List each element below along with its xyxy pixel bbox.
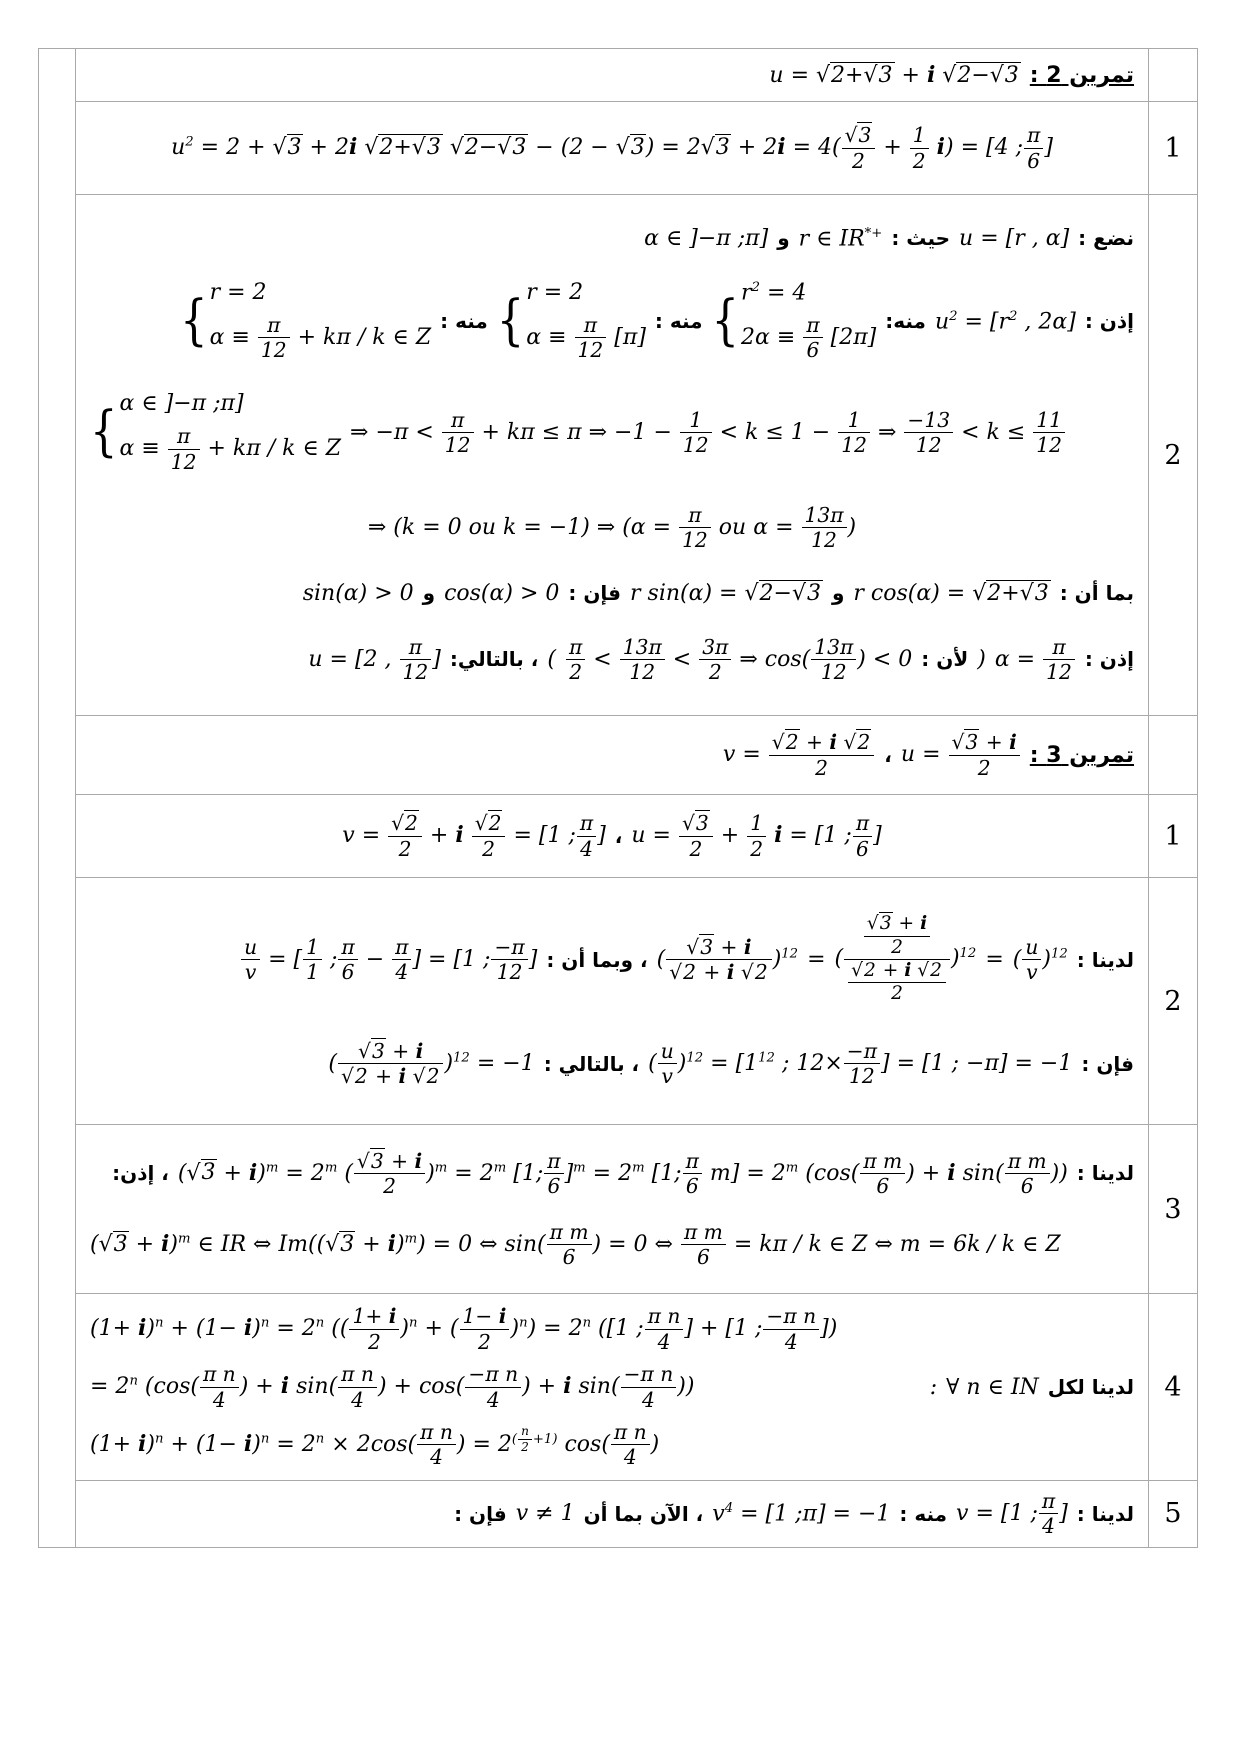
arabic-label: لدينا لكل <box>1047 1375 1134 1399</box>
math-segment: ( $\frac{u}{v}$ )$^{12} = [1^{12}$ ; 12× $\frac{-\pi}{12}$ ] = [1 ; −π] = −1 <box>648 1039 1073 1089</box>
arabic-label: ، بالتالي: <box>449 647 539 672</box>
math-segment: u = [r , α] <box>959 225 1070 251</box>
math-segment: r ∈ IR*+ <box>798 225 883 252</box>
math-segment: ( $\frac{\frac{√3 + i}{2}}{\frac{√2 + i √2}{2}}$ )$^{12}$ <box>834 913 977 1005</box>
row-number <box>1148 49 1197 101</box>
arabic-label: لدينا : <box>1076 1501 1134 1526</box>
exercise-rows <box>76 49 1197 1547</box>
arabic-label: حيث : <box>891 226 951 251</box>
math-segment: α ∈ ]−π ;π] <box>644 225 769 251</box>
formula-line <box>86 1037 1138 1091</box>
exercise-3-step-2 <box>76 878 1197 1125</box>
arabic-label: ، الآن بما أن <box>583 1501 704 1526</box>
row-number: 3 <box>1148 1125 1197 1293</box>
cases-system <box>180 280 431 363</box>
left-brace-icon: { <box>90 400 118 464</box>
math-segment: ) <box>977 646 986 672</box>
exercise-3-step-4-content <box>76 1294 1148 1480</box>
math-segment: $u^2 = 2 + √3 + 2i$ √2+√3 √2−√3 − (2 − √3) = 2√3 + 2i = 4( $\frac{√3}{2}$ + $\frac{1}{2}$ i) = [4 ; $\frac{\pi}{6}$ ] <box>171 123 1053 173</box>
cases-system <box>90 391 341 474</box>
cases-system <box>712 280 877 363</box>
exercise-title: تمرين 2 : <box>1029 62 1134 88</box>
formula-line <box>86 121 1138 175</box>
cases-line: r = 2 <box>526 279 584 305</box>
math-segment: $(1+ i)^n + (1- i)^n = 2^n$ (( $\frac{1+ i}{2}$ )$^n$ + ( $\frac{1- i}{2}$ )$^n) = 2^n$ ([1 ; $\frac{\text{π n}}{4}$ ] + [1 ; $\frac{\text{−π n}}{4}$ ]) <box>90 1304 838 1354</box>
formula-line <box>86 1360 1138 1414</box>
arabic-label: لدينا : <box>1076 947 1134 972</box>
exercise-3-step-1 <box>76 795 1197 878</box>
formula-line <box>86 278 1138 365</box>
math-segment: v = $\frac{√2 + i √2}{2}$ <box>723 730 875 780</box>
math-segment: ⇒ −π < $\frac{\pi}{12}$ + kπ ≤ π ⇒ −1 − $\frac{1}{12}$ < k ≤ 1 − $\frac{1}{12}$ ⇒ $\frac{-13}{12}$ < k ≤ $\frac{11}{12}$ <box>350 408 1066 458</box>
row-number <box>1148 716 1197 794</box>
arabic-label: منه : <box>440 309 488 334</box>
exercise-3-title <box>76 716 1197 795</box>
exercise-2-step-1-content <box>76 102 1148 194</box>
exercise-2-step-1 <box>76 102 1197 195</box>
arabic-label: فإن : <box>1081 1051 1134 1076</box>
math-segment: r cos(α) = √2+√3 <box>853 580 1049 606</box>
exercise-3-step-5 <box>76 1481 1197 1547</box>
arabic-label: ، <box>614 824 623 848</box>
arabic-label: منه : <box>654 309 703 334</box>
arabic-label: إذن : <box>1084 309 1134 334</box>
formula-line <box>86 728 1138 782</box>
exercise-2-title <box>76 49 1197 102</box>
cases-line: α ≡ $\frac{\pi}{12}$ [π] <box>526 312 646 363</box>
left-brace-icon: { <box>496 289 525 352</box>
arabic-label: منه : <box>899 1501 948 1526</box>
math-segment: ∀ n ∈ IN <box>946 1374 1039 1400</box>
arabic-label: و <box>777 226 790 251</box>
math-segment: $v^4 = [1$ ;π] = −1 <box>712 1501 891 1527</box>
formula-line <box>86 501 1138 555</box>
exercise-title: تمرين 3 : <box>1029 742 1134 768</box>
formula-line <box>86 579 1138 608</box>
exercise-3-title-content <box>76 716 1148 794</box>
math-segment: sin(α) > 0 <box>302 580 414 606</box>
math-segment: ( $\frac{√3 + i}{√2 + i √2}$ )$^{12}$ = −1 <box>328 1039 535 1089</box>
math-segment: ( $\frac{√3 + i}{√2 + i √2}$ )$^{12}$ <box>656 934 799 985</box>
cases-line: $r^2 = 4$ <box>741 279 807 306</box>
formula-line <box>86 809 1138 863</box>
cases-line: 2α ≡ $\frac{\pi}{6}$ [2π] <box>741 313 877 363</box>
left-brace-icon: { <box>180 289 208 352</box>
math-segment: = <box>985 947 1004 973</box>
exercise-3-step-4 <box>76 1294 1197 1481</box>
arabic-label: بما أن : <box>1059 581 1134 606</box>
formula-line <box>86 1218 1138 1272</box>
formula-line <box>86 224 1138 253</box>
math-segment: v ≠ 1 <box>515 1501 575 1527</box>
row-number: 1 <box>1148 795 1197 877</box>
cases-system <box>497 280 646 363</box>
exercise-2-step-2 <box>76 195 1197 716</box>
exercise-2-step-2-content <box>76 195 1148 715</box>
formula-line <box>86 60 1138 90</box>
formula-line <box>86 1487 1138 1541</box>
exercise-3-step-1-content <box>76 795 1148 877</box>
math-segment: u = √2+√3 + i √2−√3 <box>769 62 1019 88</box>
math-segment: : <box>929 1374 938 1400</box>
cases-line: α ≡ $\frac{\pi}{12}$ + kπ / k ∈ Z <box>119 424 342 474</box>
arabic-label: فإن : <box>568 581 622 606</box>
math-segment: v = $\frac{√2}{2}$ + i $\frac{√2}{2}$ = [1 ; $\frac{\pi}{4}$ ] <box>342 811 606 861</box>
exercise-3-step-5-content <box>76 1481 1148 1547</box>
exercise-3-step-2-content <box>76 878 1148 1124</box>
arabic-label: إذن : <box>1084 647 1134 672</box>
formula-line <box>86 389 1138 476</box>
left-margin-strip <box>39 49 76 1547</box>
math-segment: $(√3 + i)^m = 2^m$ ( $\frac{√3 + i}{2}$ )$^m = 2^m$ [1; $\frac{\pi}{6}$ ]$^m = 2^m$ [1; $\frac{\pi}{6}$ $m] = 2^m$ (cos( $\frac{\text{π m}}{6}$ ) + i sin( $\frac{\text{π m}}{6}$ )) <box>177 1148 1068 1198</box>
math-segment: = <box>807 947 826 973</box>
row-number: 1 <box>1148 102 1197 194</box>
row-number: 2 <box>1148 195 1197 715</box>
formula-line <box>86 1147 1138 1201</box>
math-segment: cos(α) > 0 <box>444 580 560 606</box>
arabic-label: لدينا : <box>1076 1161 1134 1186</box>
row-number: 5 <box>1148 1481 1197 1547</box>
cases-line: α ≡ $\frac{\pi}{12}$ + kπ / k ∈ Z <box>209 312 432 363</box>
row-number: 2 <box>1148 878 1197 1124</box>
math-segment: u = [2 , $\frac{\pi}{12}$ ] <box>308 634 441 684</box>
arabic-label: لأن : <box>921 647 969 672</box>
arabic-label: و <box>422 581 436 606</box>
exercise-3-step-3 <box>76 1125 1197 1294</box>
arabic-label: و <box>831 581 845 606</box>
formula-line <box>86 1302 1138 1356</box>
arabic-label: ، إذن: <box>112 1161 169 1186</box>
math-segment: $(√3 + i)^m$ ∈ IR ⇔ $Im((√3 + i)^m) = 0$ ⇔ sin( $\frac{\text{π m}}{6}$ ) = 0 ⇔ $\frac{\text{π m}}{6}$ = kπ / k ∈ Z ⇔ m = 6k / k ∈ Z <box>90 1219 1061 1270</box>
exercise-table <box>38 48 1198 1548</box>
row-number: 4 <box>1148 1294 1197 1480</box>
exercise-2-title-content <box>76 49 1148 101</box>
math-segment: α = $\frac{\pi}{12}$ <box>995 635 1076 685</box>
left-brace-icon: { <box>711 289 740 352</box>
math-segment: $(1+ i)^n + (1- i)^n = 2^n \times 2\cos$( $\frac{\text{π n}}{4}$ ) = $2^{( \frac{n}{2} +1)}$ cos( $\frac{\text{π n}}{4}$ ) <box>90 1420 660 1470</box>
arabic-label: منه: <box>885 309 926 334</box>
math-segment: r sin(α) = √2−√3 <box>630 580 821 606</box>
cases-line: r = 2 <box>209 279 267 305</box>
formula-line <box>86 1418 1138 1472</box>
math-segment: $\frac{u}{v}$ = [ $\frac{1}{1}$ ; $\frac{\pi}{6}$ − $\frac{\pi}{4}$ ] = [1 ; $\frac{-\pi}{12}$ ] <box>240 935 537 985</box>
math-segment: $u^2 = [r^2$ , 2α] <box>934 308 1076 334</box>
arabic-label: فإن : <box>454 1501 507 1526</box>
math-segment: ( $\frac{u}{v}$ )$^{12}$ <box>1012 934 1068 985</box>
math-segment: ( <box>547 646 556 672</box>
math-segment: u = $\frac{√3 + i}{2}$ <box>901 730 1021 780</box>
arabic-label: ، <box>884 743 892 767</box>
cases-line: α ∈ ]−π ;π] <box>119 391 244 417</box>
math-segment: = $2^n$ (cos( $\frac{\text{π n}}{4}$ ) + i sin( $\frac{\text{π n}}{4}$ ) + cos( $\frac{\text{−π n}}{4}$ ) + i sin( $\frac{\text{−π n}}{4}$ )) <box>90 1362 695 1412</box>
exercise-3-step-3-content <box>76 1125 1148 1293</box>
formula-line <box>86 633 1138 687</box>
math-segment: v = [1 ; $\frac{\pi}{4}$ ] <box>956 1489 1068 1539</box>
arabic-label: ، وبما أن : <box>546 947 648 972</box>
math-segment: $\frac{\pi}{2}$ < $\frac{13\pi}{12}$ < $\frac{3\pi}{2}$ ⇒ cos( $\frac{13\pi}{12}$ ) < 0 <box>565 635 912 685</box>
arabic-label: نضع : <box>1078 226 1134 251</box>
arabic-label: ، بالتالي : <box>543 1051 640 1076</box>
formula-line <box>86 911 1138 1007</box>
math-segment: u = $\frac{√3}{2}$ + $\frac{1}{2}$ i = [1 ; $\frac{\pi}{6}$ ] <box>631 811 882 861</box>
math-segment: ⇒ (k = 0 ou k = −1) ⇒ (α = $\frac{\pi}{12}$ ou α = $\frac{13\pi}{12}$ ) <box>367 502 857 552</box>
